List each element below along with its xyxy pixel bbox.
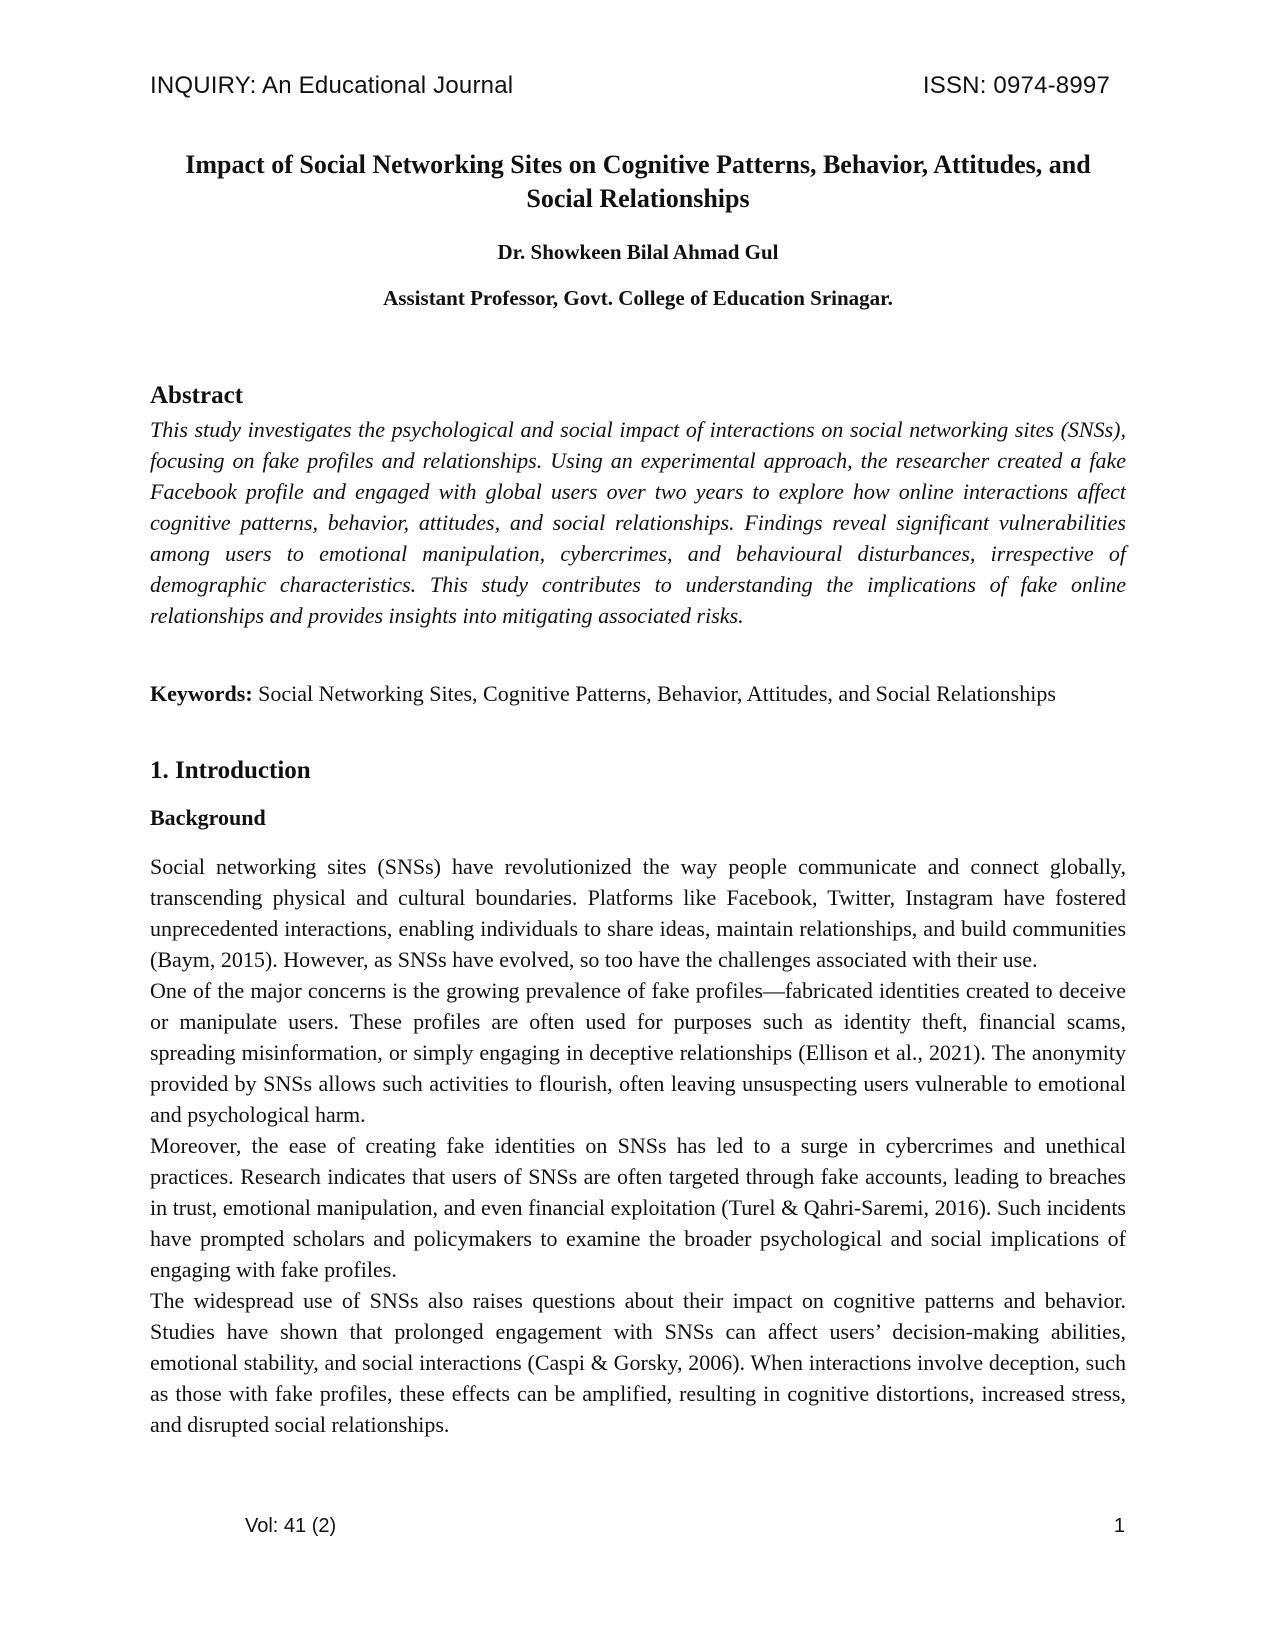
title-block xyxy=(150,148,1126,312)
paragraph: The widespread use of SNSs also raises questions about their impact on cognitive patterns and behavior. Studies have shown that prolonged engagement with SNSs can affect users’ decision-making abilities, emotional stability, and social interactions (Caspi & Gorsky, 2006). When interactions involve deception, such as those with fake profiles, these effects can be amplified, resulting in cognitive distortions, increased stress, and disrupted social relationships. xyxy=(150,1288,1126,1437)
abstract-heading: Abstract xyxy=(150,382,244,409)
paragraph: Social networking sites (SNSs) have revolutionized the way people communicate and connect globally, transcending physical and cultural boundaries. Platforms like Facebook, Twitter, Instagram have fostered unprecedented interactions, enabling individuals to share ideas, maintain relationships, and build communities (Baym, 2015). However, as SNSs have evolved, so too have the challenges associated with their use. xyxy=(150,854,1126,972)
keywords-text: Social Networking Sites, Cognitive Patterns, Behavior, Attitudes, and Social Relationships xyxy=(252,681,1056,706)
volume-issue: Vol: 41 (2) xyxy=(245,1515,337,1537)
section-heading-introduction: 1. Introduction xyxy=(150,757,311,784)
author-name: Dr. Showkeen Bilal Ahmad Gul xyxy=(497,240,779,264)
paragraph: One of the major concerns is the growing prevalence of fake profiles—fabricated identities created to deceive or manipulate users. These profiles are often used for purposes such as identity theft, financial scams, spreading misinformation, or simply engaging in deceptive relationships (Ellison et al., 2021). The anonymity provided by SNSs allows such activities to flourish, often leaving unsuspecting users vulnerable to emotional and psychological harm. xyxy=(150,978,1126,1127)
paragraph: Moreover, the ease of creating fake identities on SNSs has led to a surge in cybercrimes and unethical practices. Research indicates that users of SNSs are often targeted through fake accounts, leading to breaches in trust, emotional manipulation, and even financial exploitation (Turel & Qahri-Saremi, 2016). Such incidents have prompted scholars and policymakers to examine the broader psychological and social implications of engaging with fake profiles. xyxy=(150,1133,1126,1282)
introduction-body xyxy=(150,851,1126,1440)
author-affiliation: Assistant Professor, Govt. College of Education Srinagar. xyxy=(383,286,893,310)
running-header xyxy=(150,72,1110,112)
keywords xyxy=(150,678,1126,709)
paper-title: Impact of Social Networking Sites on Cognitive Patterns, Behavior, Attitudes, and Social Relationships xyxy=(185,150,1091,213)
subheading-background: Background xyxy=(150,805,266,830)
keywords-label: Keywords: xyxy=(150,681,253,706)
journal-name: INQUIRY: An Educational Journal xyxy=(150,72,514,99)
issn: ISSN: 0974-8997 xyxy=(922,72,1110,99)
abstract-text: This study investigates the psychological and social impact of interactions on social networking sites (SNSs), focusing on fake profiles and relationships. Using an experimental approach, the researcher created a fake Facebook profile and engaged with global users over two years to explore how online interactions affect cognitive patterns, behavior, attitudes, and social relationships. Findings reveal significant vulnerabilities among users to emotional manipulation, cybercrimes, and behavioural disturbances, irrespective of demographic characteristics. This study contributes to understanding the implications of fake online relationships and provides insights into mitigating associated risks. xyxy=(150,417,1126,628)
page-number: 1 xyxy=(1113,1515,1125,1537)
